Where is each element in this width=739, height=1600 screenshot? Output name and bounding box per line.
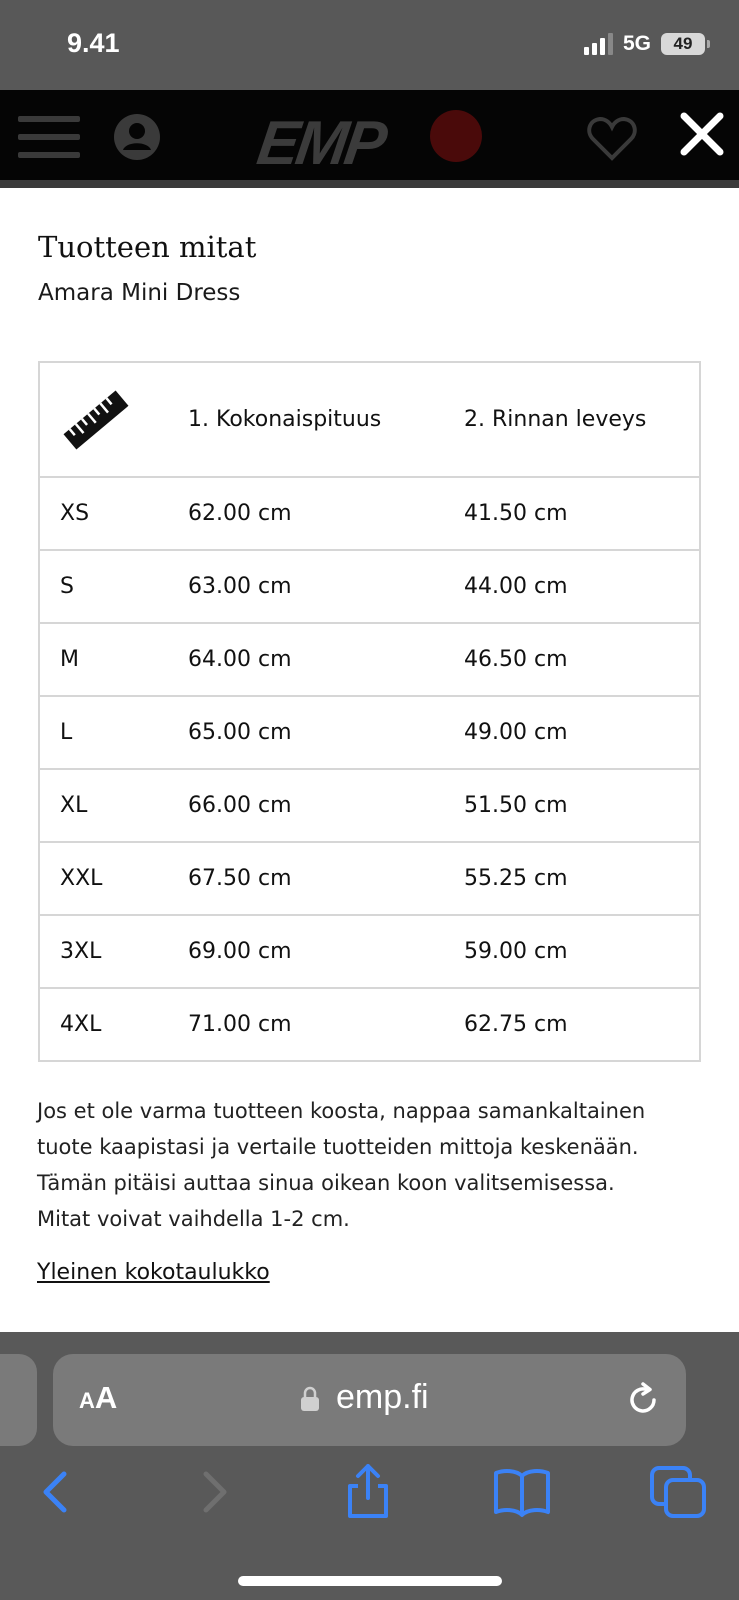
size-table (38, 361, 701, 1062)
battery-icon: 49 (661, 33, 705, 55)
size-modal (0, 188, 739, 1332)
column-header-chest: 2. Rinnan leveys (445, 362, 700, 477)
table-header-row (39, 362, 700, 477)
account-icon[interactable] (112, 112, 162, 162)
length-cell: 65.00 cm (169, 696, 445, 769)
general-size-chart-link[interactable]: Yleinen kokotaulukko (37, 1260, 270, 1285)
address-bar[interactable] (53, 1354, 686, 1446)
size-cell: XS (39, 477, 169, 550)
size-cell: 4XL (39, 988, 169, 1061)
chest-cell: 51.50 cm (445, 769, 700, 842)
chest-cell: 44.00 cm (445, 550, 700, 623)
site-header (0, 90, 739, 185)
browser-toolbar (0, 1332, 739, 1600)
size-note-line: Tämän pitäisi auttaa sinua oikean koon valitsemisessa. (37, 1171, 615, 1195)
share-button[interactable] (338, 1464, 398, 1520)
lock-icon (300, 1386, 320, 1412)
size-cell: XL (39, 769, 169, 842)
size-note-line: tuote kaapistasi ja vertaile tuotteiden mittoja keskenään. (37, 1135, 639, 1159)
close-icon[interactable] (676, 108, 728, 160)
table-row (39, 988, 700, 1061)
chest-cell: 55.25 cm (445, 842, 700, 915)
table-row (39, 550, 700, 623)
chest-cell: 59.00 cm (445, 915, 700, 988)
reload-icon[interactable] (625, 1382, 661, 1418)
table-row (39, 769, 700, 842)
status-time: 9.41 (67, 28, 120, 58)
book-icon (492, 1464, 552, 1520)
ruler-icon (60, 385, 132, 455)
product-name: Amara Mini Dress (38, 280, 241, 306)
previous-tab-peek[interactable] (0, 1354, 37, 1446)
forward-button[interactable] (184, 1464, 244, 1520)
chevron-left-icon (26, 1464, 86, 1520)
chest-cell: 62.75 cm (445, 988, 700, 1061)
ruler-cell (39, 362, 169, 477)
table-row (39, 477, 700, 550)
url-domain: emp.fi (336, 1378, 429, 1416)
bookmarks-button[interactable] (492, 1464, 552, 1520)
network-label: 5G (622, 32, 651, 55)
chest-cell: 41.50 cm (445, 477, 700, 550)
signal-icon (584, 33, 613, 55)
size-note-line: Jos et ole varma tuotteen koosta, nappaa samankaltainen (37, 1099, 646, 1123)
status-right (584, 32, 705, 56)
modal-title: Tuotteen mitat (38, 230, 257, 264)
table-row (39, 915, 700, 988)
chevron-right-icon (184, 1464, 244, 1520)
menu-icon[interactable] (18, 116, 80, 158)
rock-hand-icon (430, 110, 482, 162)
home-indicator (238, 1576, 502, 1586)
length-cell: 63.00 cm (169, 550, 445, 623)
table-row (39, 623, 700, 696)
length-cell: 64.00 cm (169, 623, 445, 696)
length-cell: 67.50 cm (169, 842, 445, 915)
share-icon (338, 1464, 398, 1520)
heart-icon[interactable] (586, 114, 638, 162)
size-note (37, 1093, 697, 1237)
size-cell: 3XL (39, 915, 169, 988)
length-cell: 71.00 cm (169, 988, 445, 1061)
size-cell: XXL (39, 842, 169, 915)
length-cell: 69.00 cm (169, 915, 445, 988)
table-row (39, 842, 700, 915)
size-cell: M (39, 623, 169, 696)
chest-cell: 46.50 cm (445, 623, 700, 696)
length-cell: 62.00 cm (169, 477, 445, 550)
length-cell: 66.00 cm (169, 769, 445, 842)
column-header-length: 1. Kokonaispituus (169, 362, 445, 477)
tabs-icon (650, 1464, 710, 1520)
size-note-line: Mitat voivat vaihdella 1-2 cm. (37, 1207, 350, 1231)
background-strip (0, 180, 739, 188)
table-row (39, 696, 700, 769)
text-size-button[interactable] (79, 1380, 117, 1416)
tabs-button[interactable] (650, 1464, 710, 1520)
chest-cell: 49.00 cm (445, 696, 700, 769)
text-size-small-label: A (79, 1388, 95, 1413)
size-cell: L (39, 696, 169, 769)
text-size-big-label: A (94, 1380, 118, 1415)
size-cell: S (39, 550, 169, 623)
status-bar (0, 0, 739, 90)
emp-logo[interactable]: EMP (253, 109, 389, 178)
back-button[interactable] (26, 1464, 86, 1520)
